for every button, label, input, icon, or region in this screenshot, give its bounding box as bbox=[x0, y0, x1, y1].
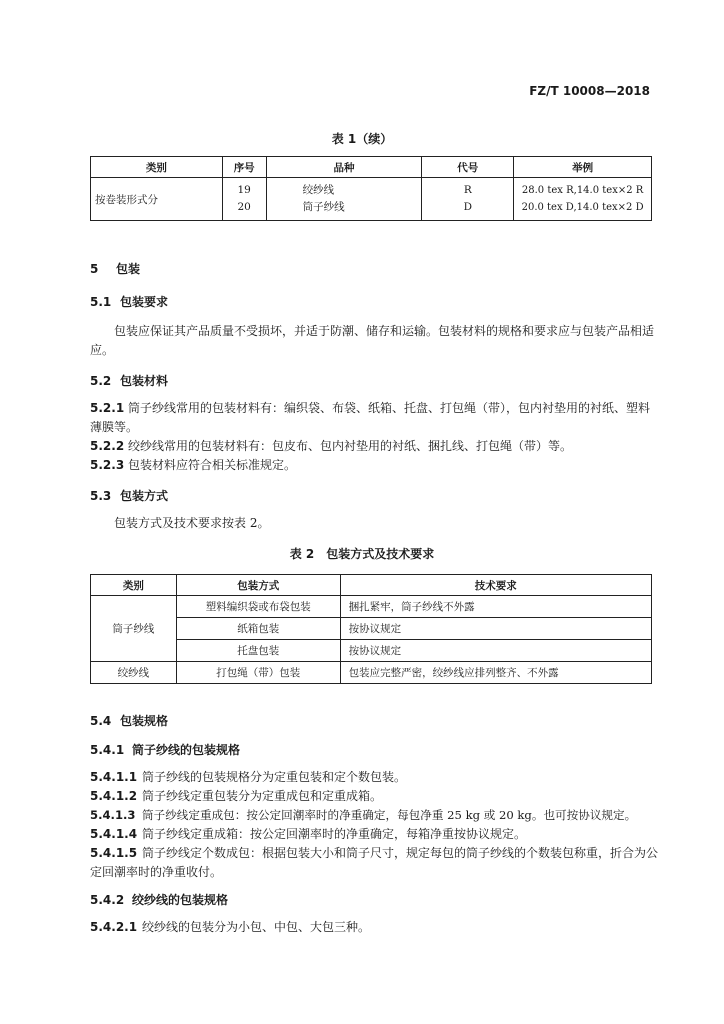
table2-method-3: 托盘包装 bbox=[176, 640, 340, 662]
clause-5-4-1-4: 5.4.1.4 筒子纱线定重成箱：按公定回潮率时的净重确定，每箱净重按协议规定。 bbox=[90, 827, 527, 841]
clause-5-2-2: 5.2.2 绞纱线常用的包装材料有：包皮布、包内衬垫用的衬纸、捆扎线、打包绳（带）等。 bbox=[90, 439, 573, 453]
table1-variety-20: 筒子纱线 bbox=[302, 201, 345, 213]
table1-variety-19: 绞纱线 bbox=[302, 184, 335, 196]
table2-req-4: 包装应完整严密，绞纱线应排列整齐、不外露 bbox=[340, 662, 651, 684]
clause-5-4-2-1: 5.4.2.1 绞纱线的包装分为小包、中包、大包三种。 bbox=[90, 920, 371, 934]
table1-example-19: 28.0 tex R,14.0 tex×2 R bbox=[521, 185, 644, 196]
table1-header-row bbox=[91, 157, 652, 178]
table2-req-1: 捆扎紧牢，筒子纱线不外露 bbox=[340, 596, 651, 618]
section-5-heading: 5 包装 bbox=[90, 262, 141, 276]
section-5-1-text: 包装应保证其产品质量不受损坏，并适于防潮、储存和运输。包装材料的规格和要求应与包装产品相适应。 bbox=[90, 324, 655, 357]
section-5-3-text: 包装方式及技术要求按表 2。 bbox=[114, 516, 270, 530]
table1-code-19: R bbox=[463, 184, 472, 196]
table2-req-2: 按协议规定 bbox=[340, 618, 651, 640]
section-5-2-heading: 5.2 包装材料 bbox=[90, 374, 169, 388]
section-5-4-heading: 5.4 包装规格 bbox=[90, 714, 169, 728]
section-5-3-heading: 5.3 包装方式 bbox=[90, 489, 169, 503]
table2 bbox=[90, 574, 652, 684]
table2-method-1: 塑料编织袋或布袋包装 bbox=[176, 596, 340, 618]
table1-category: 按卷装形式分 bbox=[91, 178, 223, 221]
table1-header-example: 举例 bbox=[514, 157, 652, 178]
table1-no-20: 20 bbox=[237, 201, 251, 213]
clause-5-2-3: 5.2.3 包装材料应符合相关标准规定。 bbox=[90, 458, 297, 472]
section-5-4-2-heading: 5.4.2 绞纱线的包装规格 bbox=[90, 893, 229, 907]
table1-caption: 表 1（续） bbox=[331, 132, 393, 146]
table2-group-skein: 绞纱线 bbox=[91, 662, 177, 684]
table-row bbox=[91, 178, 652, 221]
clause-5-4-1-2: 5.4.1.2 筒子纱线定重包装分为定重成包和定重成箱。 bbox=[90, 789, 383, 803]
table2-caption: 表 2 包装方式及技术要求 bbox=[289, 547, 435, 561]
table1-header-no: 序号 bbox=[222, 157, 266, 178]
table1-header-variety: 品种 bbox=[266, 157, 422, 178]
standard-code: FZ/T 10008—2018 bbox=[529, 84, 650, 98]
table1 bbox=[90, 156, 652, 221]
table1-no-19: 19 bbox=[237, 184, 251, 196]
table2-header-requirement: 技术要求 bbox=[340, 575, 651, 596]
table1-example-20: 20.0 tex D,14.0 tex×2 D bbox=[521, 202, 644, 213]
table-row bbox=[91, 662, 652, 684]
clause-5-4-1-1: 5.4.1.1 筒子纱线的包装规格分为定重包装和定个数包装。 bbox=[90, 770, 407, 784]
table2-group-bobbin: 筒子纱线 bbox=[91, 596, 177, 662]
table1-header-category: 类别 bbox=[91, 157, 223, 178]
table2-method-2: 纸箱包装 bbox=[176, 618, 340, 640]
clause-5-4-1-3: 5.4.1.3 筒子纱线定重成包：按公定回潮率时的净重确定，每包净重 25 kg 或 20 kg。也可按协议规定。 bbox=[90, 808, 637, 822]
table2-header-row bbox=[91, 575, 652, 596]
table2-method-4: 打包绳（带）包装 bbox=[176, 662, 340, 684]
table2-header-category: 类别 bbox=[91, 575, 177, 596]
table1-header-code: 代号 bbox=[422, 157, 514, 178]
section-5-4-1-heading: 5.4.1 筒子纱线的包装规格 bbox=[90, 743, 241, 757]
clause-5-4-1-5: 5.4.1.5 筒子纱线定个数成包：根据包装大小和筒子尺寸，规定每包的筒子纱线的个数装包称重，折合为公定回潮率时的净重收付。 bbox=[90, 846, 659, 879]
section-5-1-heading: 5.1 包装要求 bbox=[90, 295, 169, 309]
table2-header-method: 包装方式 bbox=[176, 575, 340, 596]
clause-5-2-1: 5.2.1 筒子纱线常用的包装材料有：编织袋、布袋、纸箱、托盘、打包绳（带），包内衬垫用的衬纸、塑料薄膜等。 bbox=[90, 401, 651, 434]
table-row bbox=[91, 596, 652, 618]
table2-req-3: 按协议规定 bbox=[340, 640, 651, 662]
table1-code-20: D bbox=[463, 201, 472, 213]
